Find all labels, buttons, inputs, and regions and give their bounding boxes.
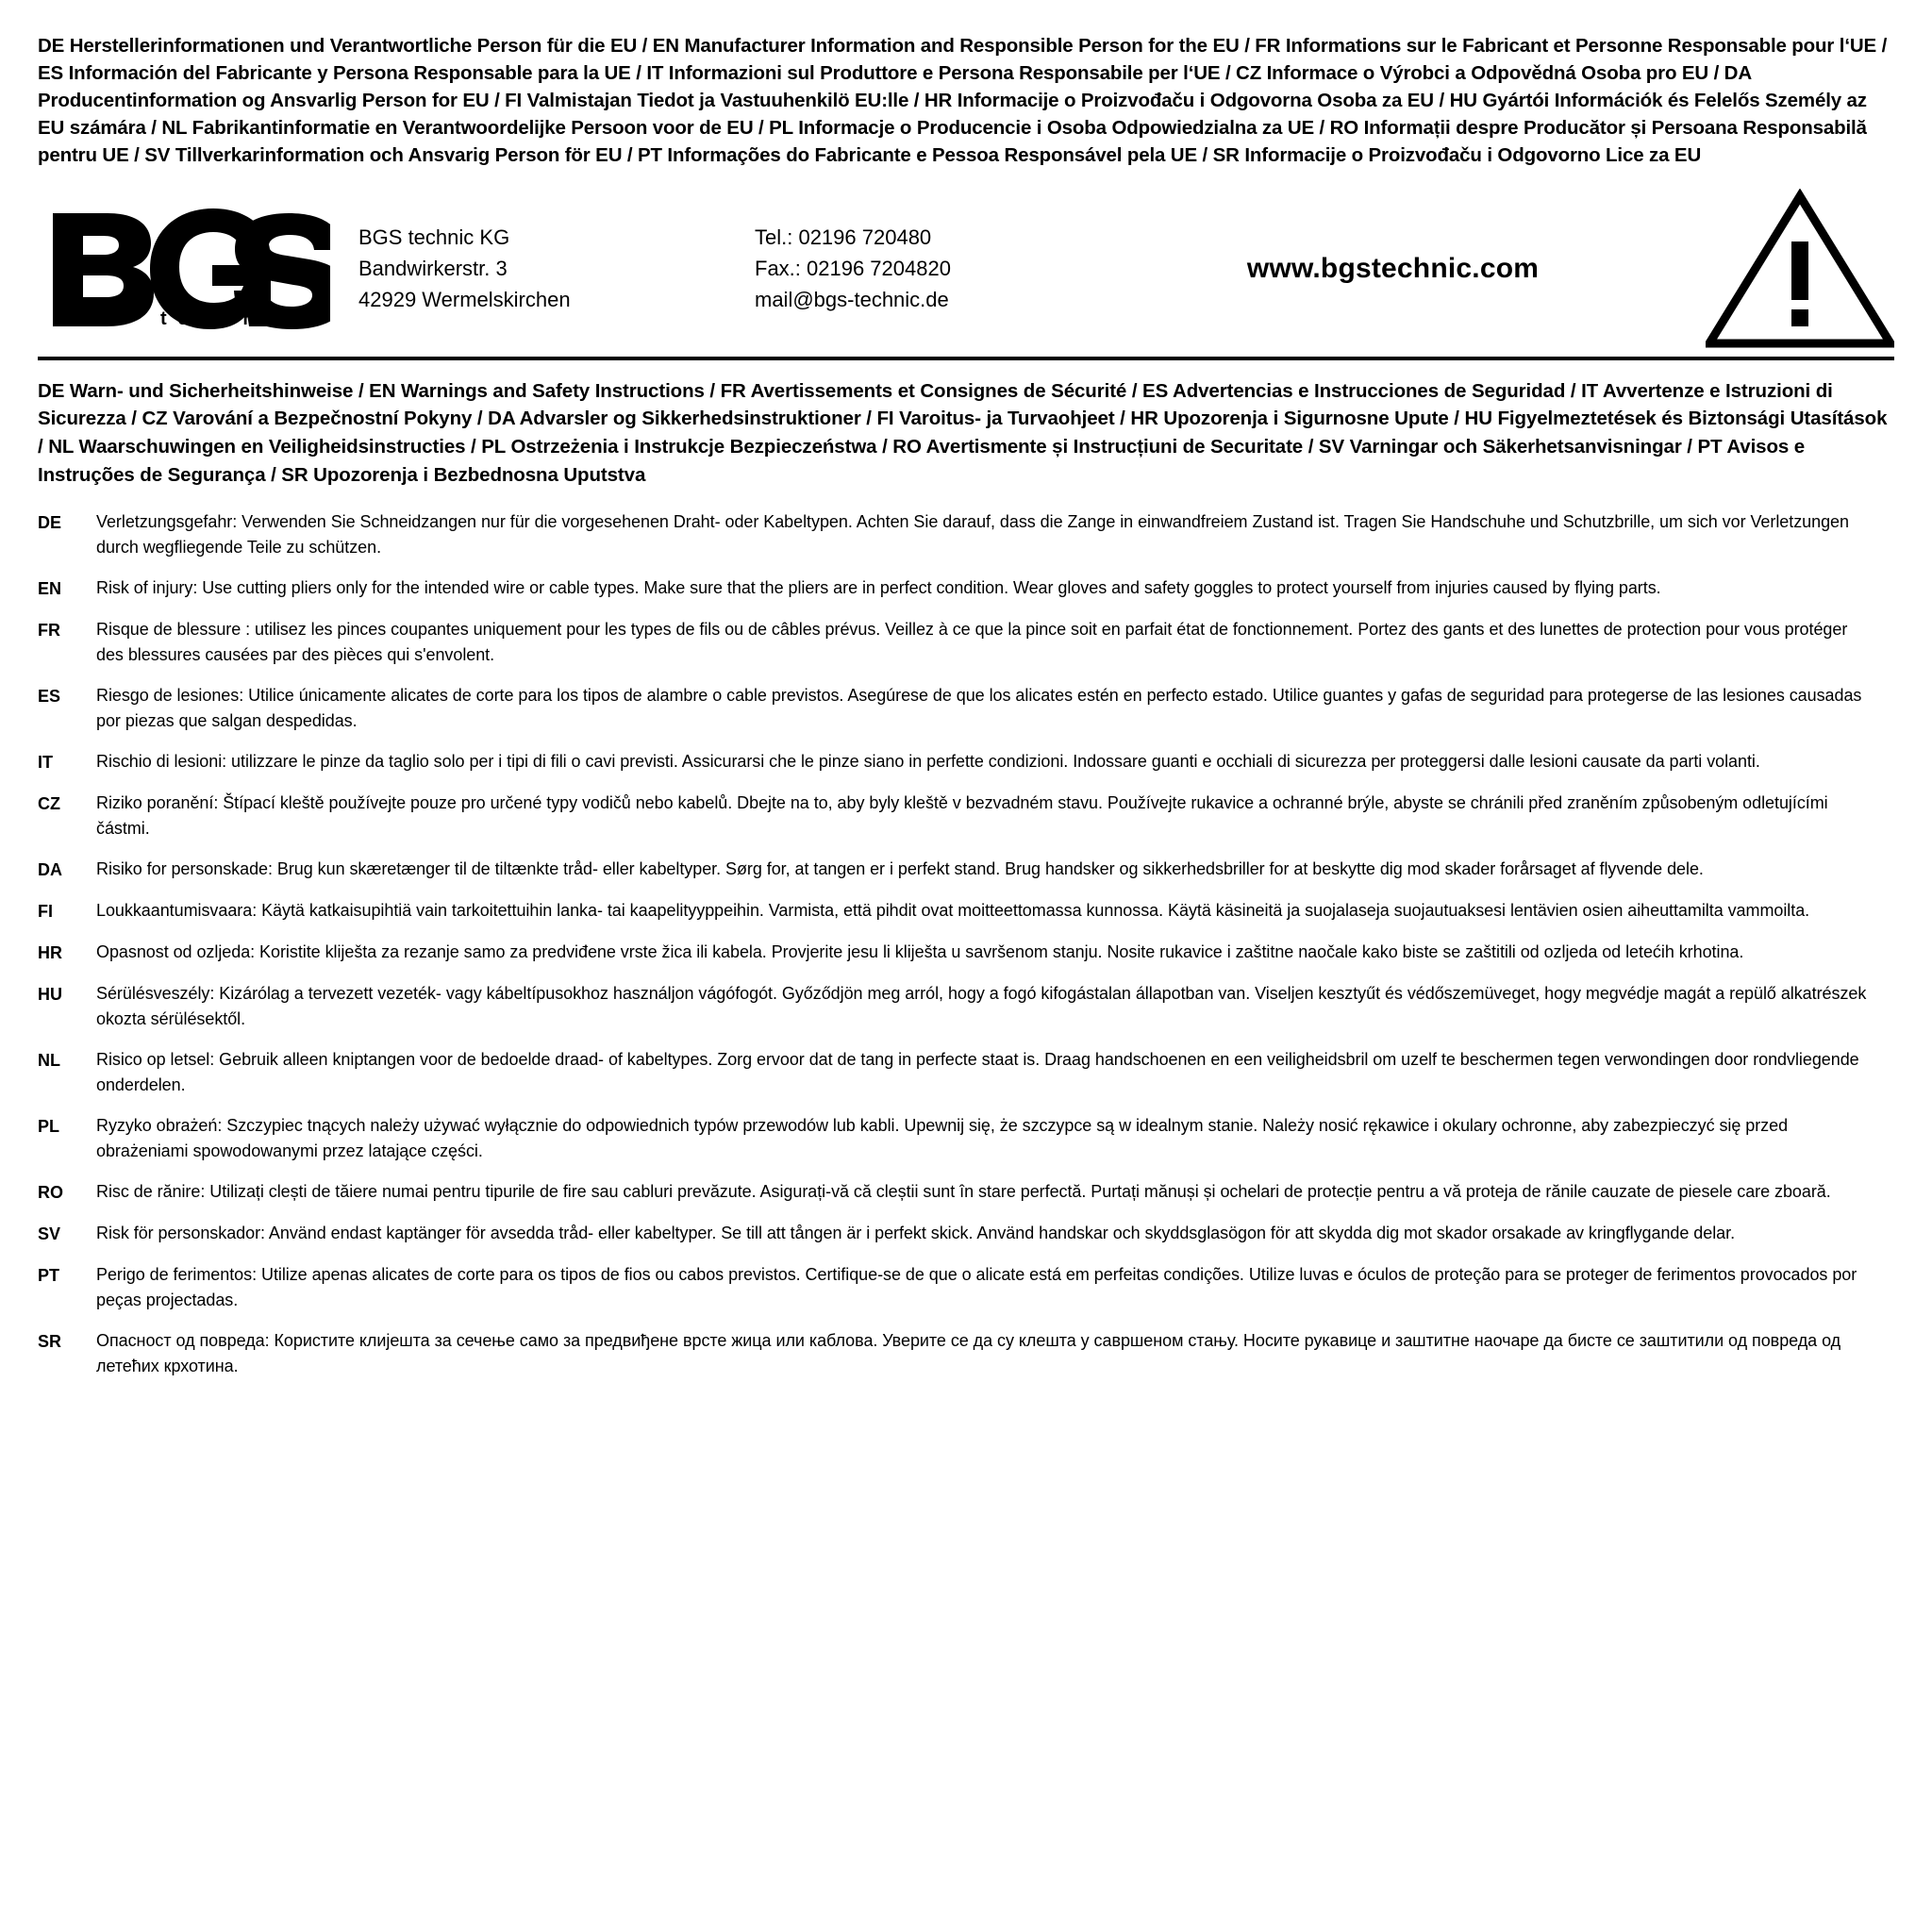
language-code: ES [38, 687, 61, 707]
email-line[interactable]: mail@bgs-technic.de [755, 288, 949, 312]
language-code: FI [38, 902, 53, 922]
list-item [38, 981, 1894, 1032]
company-contact [755, 222, 1094, 315]
instruction-text: Perigo de ferimentos: Utilize apenas alicates de corte para os tipos de fios ou cabos previstos. Certifique-se de que o alicate está em perfeitas condições. Utilize luvas e óculos de proteção para se proteger de ferimentos provocados por peças projectadas. [96, 1265, 1857, 1310]
language-code: PL [38, 1117, 60, 1137]
instruction-text: Risque de blessure : utilisez les pinces coupantes uniquement pour les types de fils ou de câbles prévus. Veillez à ce que la pince soit en parfait état de fonctionnement. Portez des gants et des lunettes de protection pour vous protéger des blessures causées par des pièces qui s'envolent. [96, 620, 1848, 665]
address-line-1: BGS technic KG [358, 225, 510, 250]
bgs-logo [38, 208, 358, 330]
list-item [38, 617, 1894, 668]
list-item [38, 1262, 1894, 1313]
instruction-text: Rischio di lesioni: utilizzare le pinze da taglio solo per i tipi di fili o cavi previsti. Assicurarsi che le pinze siano in perfette condizioni. Indossare guanti e occhiali di sicurezza per proteggersi dalle lesioni causate da parti volanti. [96, 752, 1760, 772]
language-code: CZ [38, 794, 60, 814]
instruction-text: Loukkaantumisvaara: Käytä katkaisupihtiä vain tarkoitettuihin lanka- tai kaapelityyppeihin. Varmista, että pihdit ovat moitteettomassa kunnossa. Käytä käsineitä ja suojalaseja suojautuaksesi lentävien osien aiheuttamilta vammoilta. [96, 901, 1810, 921]
company-address [358, 222, 755, 315]
language-code: EN [38, 579, 62, 599]
language-code: SR [38, 1332, 62, 1352]
manufacturer-info-heading: DE Herstellerinformationen und Verantwortliche Person für die EU / EN Manufacturer Information and Responsible Person for the EU / FR Informations sur le Fabricant et Personne Responsable pour l‘UE / ES Información del Fabricante y Persona Responsable para la UE / IT Informazioni sul Produttore e Persona Responsabile per l‘UE / CZ Informace o Výrobci a Odpovědná Osoba pro EU / DA Producentinformation og Ansvarlig Person for EU / FI Valmistajan Tiedot ja Vastuuhenkilö EU:lle / HR Informacije o Proizvođaču i Odgovorna Osoba za EU / HU Gyártói Információk és Felelős Személy az EU számára / NL Fabrikantinformatie en Verantwoordelijke Persoon voor de EU / PL Informacje o Producencie i Osoba Odpowiedzialna za UE / RO Informații despre Producător și Persoana Responsabilă pentru UE / SV Tillverkarinformation och Ansvarig Person för EU / PT Informações do Fabricante e Pessoa Responsável pela UE / SR Informacije o Proizvođaču i Odgovorno Lice za EU [38, 35, 1888, 167]
warnings-safety-heading: DE Warn- und Sicherheitshinweise / EN Warnings and Safety Instructions / FR Avertissements et Consignes de Sécurité / ES Advertencias e Instrucciones de Seguridad / IT Avvertenze e Istruzioni di Sicurezza / CZ Varování a Bezpečnostní Pokyny / DA Advarsler og Sikkerhedsinstruktioner / FI Varoitus- ja Turvaohjeet / HR Upozorenja i Sigurnosne Upute / HU Figyelmeztetések és Biztonsági Utasítások / NL Waarschuwingen en Veiligheidsinstructies / PL Ostrzeżenia i Instrukcje Bezpieczeństwa / RO Avertismente și Instrucțiuni de Securitate / SV Varningar och Säkerhetsanvisningar / PT Avisos e Instruções de Segurança / SR Upozorenja i Bezbednosna Uputstva [38, 379, 1888, 486]
instruction-text: Opasnost od ozljeda: Koristite kliješta za rezanje samo za predviđene vrste žica ili kabela. Provjerite jesu li kliješta u savršenom stanju. Nosite rukavice i zaštitne naočale kako biste se zaštitili od ozljeda od letećih krhotina. [96, 942, 1744, 962]
website-url[interactable]: www.bgstechnic.com [1246, 252, 1540, 284]
list-item [38, 509, 1894, 560]
instruction-list [38, 509, 1894, 1379]
list-item [38, 1179, 1894, 1206]
company-header [38, 183, 1894, 360]
list-item [38, 1221, 1894, 1247]
list-item [38, 575, 1894, 602]
list-item [38, 940, 1894, 966]
address-line-2: Bandwirkerstr. 3 [358, 257, 508, 281]
language-code: FR [38, 621, 60, 641]
language-code: IT [38, 753, 53, 773]
list-item [38, 749, 1894, 775]
list-item [38, 1328, 1894, 1379]
instruction-text: Verletzungsgefahr: Verwenden Sie Schneidzangen nur für die vorgesehenen Draht- oder Kabeltypen. Achten Sie darauf, dass die Zange in einwandfreiem Zustand ist. Tragen Sie Handschuhe und Schutzbrille, um sich vor Verletzungen durch wegfliegende Teile zu schützen. [96, 512, 1849, 558]
warning-triangle-icon [1691, 189, 1894, 349]
logo-trademark: ® [296, 212, 312, 237]
phone-line: Tel.: 02196 720480 [755, 225, 932, 250]
language-code: DA [38, 860, 62, 880]
instruction-text: Risiko for personskade: Brug kun skæretænger til de tiltænkte tråd- eller kabeltyper. Sørg for, at tangen er i perfekt stand. Brug handsker og sikkerhedsbriller for at beskytte dig mod skader forårsaget af flyvende dele. [96, 859, 1704, 879]
list-item [38, 857, 1894, 883]
list-item [38, 1113, 1894, 1164]
list-item [38, 791, 1894, 841]
address-line-3: 42929 Wermelskirchen [358, 288, 571, 312]
list-item [38, 898, 1894, 924]
list-item [38, 1047, 1894, 1098]
language-code: NL [38, 1051, 60, 1071]
instruction-text: Riziko poranění: Štípací kleště používejte pouze pro určené typy vodičů nebo kabelů. Dbejte na to, aby byly kleště v bezvadném stavu. Používejte rukavice a ochranné brýle, abyste se chránili před zraněním způsobeným odletujícími částmi. [96, 793, 1828, 839]
language-code: SV [38, 1224, 61, 1244]
fax-line: Fax.: 02196 7204820 [755, 257, 951, 281]
instruction-text: Risk of injury: Use cutting pliers only for the intended wire or cable types. Make sure that the pliers are in perfect condition. Wear gloves and safety goggles to protect yourself from injuries caused by flying parts. [96, 578, 1661, 598]
instruction-text: Ryzyko obrażeń: Szczypiec tnących należy używać wyłącznie do odpowiednich typów przewodów lub kabli. Upewnij się, że szczypce są w idealnym stanie. Należy nosić rękawice i okulary ochronne, aby zabezpieczyć się przed obrażeniami spowodowanymi przez latające części. [96, 1116, 1789, 1161]
instruction-text: Risico op letsel: Gebruik alleen kniptangen voor de bedoelde draad- of kabeltypes. Zorg ervoor dat de tang in perfecte staat is. Draag handschoenen en een veiligheidsbril om uzelf te beschermen tegen verwondingen door rondvliegende onderdelen. [96, 1050, 1859, 1095]
language-code: HU [38, 985, 62, 1005]
list-item [38, 683, 1894, 734]
logo-subtext: t e c h n i c [160, 308, 295, 329]
instruction-text: Risk för personskador: Använd endast kaptänger för avsedda tråd- eller kabeltyper. Se till att tången är i perfekt skick. Använd handskar och skyddsglasögon för att skydda dig mot skador orsakade av kringflygande delar. [96, 1224, 1736, 1243]
instruction-text: Risc de rănire: Utilizați clești de tăiere numai pentru tipurile de fire sau cabluri prevăzute. Asigurați-vă că cleștii sunt în stare perfectă. Purtați mănuși și ochelari de protecție pentru a vă proteja de rănile cauzate de piesele care zboară. [96, 1182, 1831, 1202]
language-code: RO [38, 1183, 63, 1203]
instruction-text: Опасност од повреда: Користите клијешта за сечење само за предвиђене врсте жица или каблова. Уверите се да су клешта у савршеном стању. Носите рукавице и заштитне наочаре да бисте се заштитили од повреда од летећих крхотина. [96, 1331, 1841, 1376]
language-code: PT [38, 1266, 60, 1286]
language-code: DE [38, 513, 62, 533]
instruction-text: Riesgo de lesiones: Utilice únicamente alicates de corte para los tipos de alambre o cable previstos. Asegúrese de que los alicates estén en perfecto estado. Utilice guantes y gafas de seguridad para protegerse de las lesiones causadas por piezas que salgan despedidas. [96, 686, 1862, 731]
language-code: HR [38, 943, 62, 963]
instruction-text: Sérülésveszély: Kizárólag a tervezett vezeték- vagy kábeltípusokhoz használjon vágófogót. Győződjön meg arról, hogy a fogó kifogástalan állapotban van. Viseljen kesztyűt és védőszemüveget, hogy megvédje magát a repülő alkatrészek okozta sérülésektől. [96, 984, 1867, 1029]
